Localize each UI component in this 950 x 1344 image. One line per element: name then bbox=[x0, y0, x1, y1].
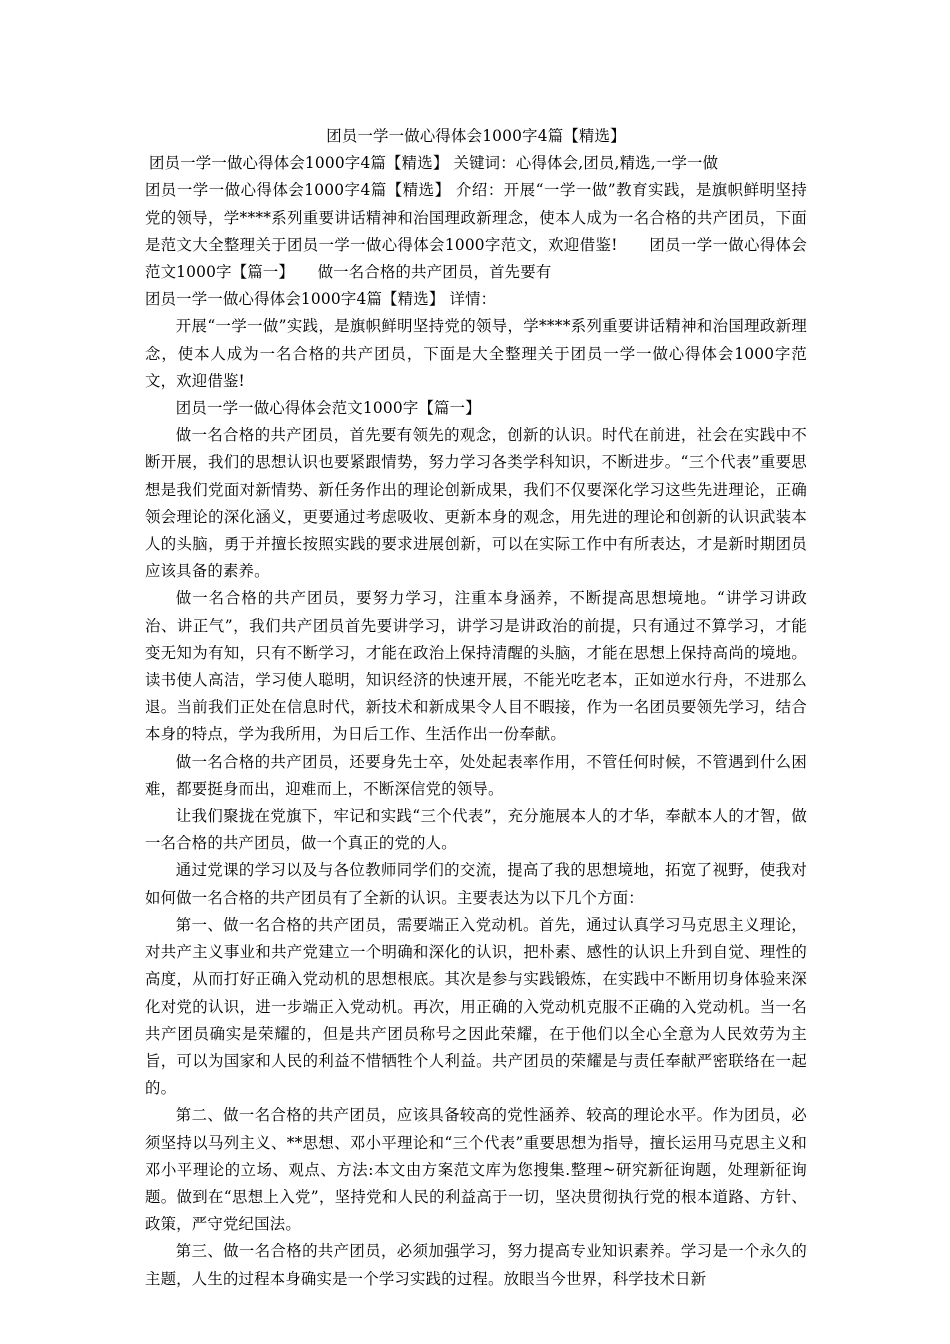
paragraph: 第二、做一名合格的共产团员，应该具备较高的党性涵养、较高的理论水平。作为团员，必须坚持以马列主义、**思想、邓小平理论和“三个代表”重要思想为指导，擅长运用马克思主义和邓小平理论的立场、观点、方法:本文由方案范文库为您搜集.整理~研究新征询题，处理新征询题。做到在“思想上入党”，坚持党和人民的利益高于一切，坚决贯彻执行党的根本道路、方针、政策，严守党纪国法。 bbox=[145, 1106, 807, 1234]
section-heading: 团员一学一做心得体会范文1000字【篇一】 bbox=[175, 399, 481, 418]
paragraph: 第一、做一名合格的共产团员，需要端正入党动机。首先，通过认真学习马克思主义理论，对共产主义事业和共产党建立一个明确和深化的认识，把朴素、感性的认识上升到自觉、理性的高度，从而打好正确入党动机的思想根底。其次是参与实践锻炼，在实践中不断用切身体验来深化对党的认识，进一步端正入党动机。再次，用正确的入党动机克服不正确的入党动机。当一名共产团员确实是荣耀的，但是共产团员称号之因此荣耀，在于他们以全心全意为人民效劳为主旨，可以为国家和人民的利益不惜牺牲个人利益。共产团员的荣耀是与责任奉献严密联络在一起的。 bbox=[145, 915, 807, 1098]
document-body bbox=[145, 123, 807, 1293]
paragraph: 做一名合格的共产团员，首先要有领先的观念，创新的认识。时代在前进，社会在实践中不断开展，我们的思想认识也要紧跟情势，努力学习各类学科知识，不断进步。“三个代表”重要思想是我们党面对新情势、新任务作出的理论创新成果，我们不仅要深化学习这些先进理论，正确领会理论的深化涵义，更要通过考虑吸收、更新本身的观念，用先进的理论和创新的认识武装本人的头脑，勇于并擅长按照实践的要求进展创新，可以在实际工作中有所表达，才是新时期团员应该具备的素养。 bbox=[145, 426, 807, 581]
paragraph: 开展“一学一做”实践，是旗帜鲜明坚持党的领导，学****系列重要讲话精神和治国理政新理念，使本人成为一名合格的共产团员，下面是大全整理关于团员一学一做心得体会1000字范文，欢迎借鉴! bbox=[145, 317, 807, 390]
keywords-line: 团员一学一做心得体会1000字4篇【精选】 关键词：心得体会,团员,精选,一学一做 bbox=[149, 154, 719, 173]
document-title: 团员一学一做心得体会1000字4篇【精选】 bbox=[326, 127, 626, 145]
paragraph: 做一名合格的共产团员，要努力学习，注重本身涵养，不断提高思想境地。“讲学习讲政治、讲正气”，我们共产团员首先要讲学习，讲学习是讲政治的前提，只有通过不算学习，才能变无知为有知，只有不断学习，才能在政治上保持清醒的头脑，才能在思想上保持高尚的境地。读书使人高洁，学习使人聪明，知识经济的快速开展，不能光吃老本，正如逆水行舟，不进那么退。当前我们正处在信息时代，新技术和新成果令人目不暇接，作为一名团员要领先学习，结合本身的特点，学为我所用，为日后工作、生活作出一份奉献。 bbox=[145, 589, 807, 744]
paragraph: 让我们聚拢在党旗下，牢记和实践“三个代表”，充分施展本人的才华，奉献本人的才智，做一名合格的共产团员，做一个真正的党的人。 bbox=[145, 807, 807, 853]
paragraph: 第三、做一名合格的共产团员，必须加强学习，努力提高专业知识素养。学习是一个永久的主题，人生的过程本身确实是一个学习实践的过程。放眼当今世界，科学技术日新 bbox=[145, 1242, 807, 1288]
paragraph: 通过党课的学习以及与各位教师同学们的交流，提高了我的思想境地，拓宽了视野，使我对如何做一名合格的共产团员有了全新的认识。主要表达为以下几个方面： bbox=[145, 861, 807, 907]
intro-line: 团员一学一做心得体会1000字4篇【精选】 介绍：开展“一学一做”教育实践，是旗帜鲜明坚持党的领导，学****系列重要讲话精神和治国理政新理念，使本人成为一名合格的共产团员，下面是范文大全整理关于团员一学一做心得体会1000字范文，欢迎借鉴! 团员一学一做心得体会范文1000字【篇一】 做一名合格的共产团员，首先要有 bbox=[145, 181, 807, 282]
details-line: 团员一学一做心得体会1000字4篇【精选】 详情： bbox=[145, 290, 497, 309]
paragraph: 做一名合格的共产团员，还要身先士卒，处处起表率作用，不管任何时候，不管遇到什么困难，都要挺身而出，迎难而上，不断深信党的领导。 bbox=[145, 752, 807, 798]
